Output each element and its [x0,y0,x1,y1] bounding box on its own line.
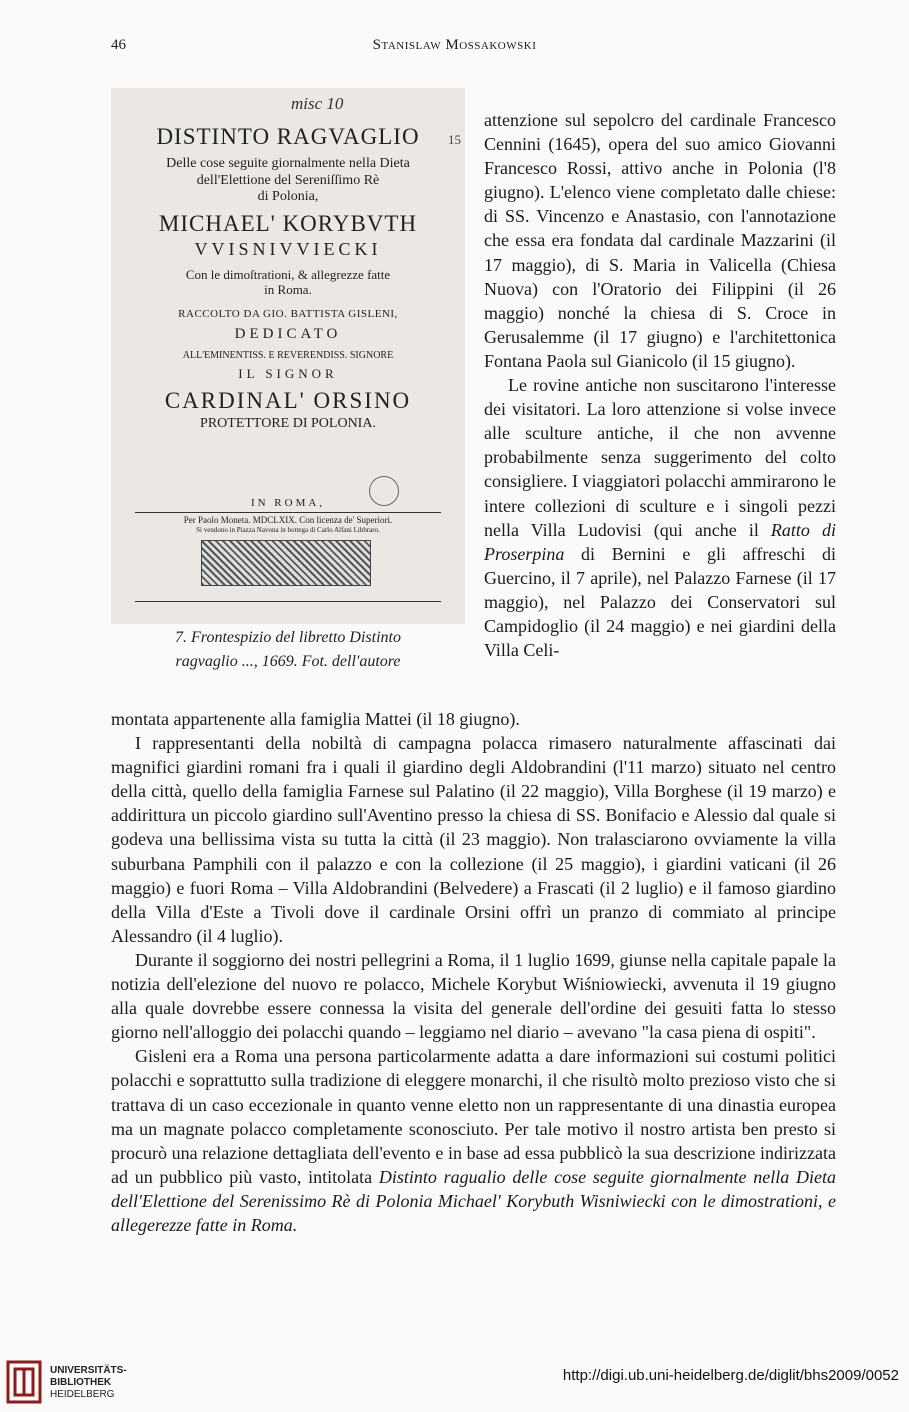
fp-king-name: MICHAEL' KORYBVTH [158,210,418,236]
divider [135,601,441,602]
fp-imprint: Per Paolo Moneta. MDCLXIX. Con licenza de' Superiori. [183,515,393,526]
library-stamp-icon [369,476,399,506]
paragraph: I rappresentanti della nobiltà di campagna polacca rimasero naturalmente affascinati dai magnifici giardini romani fra i quali il giardino degli Aldobrandini (l'11 marzo) situato nel centro della città, quello della famiglia Farnese sul Palatino (il 22 maggio), Villa Borghese (il 19 marzo) e addirittura un piccolo giardino sull'Aventino presso la chiesa di SS. Bonifacio e Alessio dal quale si godeva una bellissima vista su tutta la città (il 23 maggio). Non tralasciarono ovviamente la villa suburbana Pamphili con il palazzo e con la collezione (il 25 maggio), i giardini vaticani (il 26 maggio) e fuori Roma – Villa Aldobrandini (Belvedere) a Frascati (il 2 luglio) e il famoso giardino della Villa d'Este a Tivoli dove il cardinale Orsini offrì un pranzo di commiato al principe Alessandro (il 4 luglio). [111,733,836,946]
fp-title: DISTINTO RAGVAGLIO [156,124,420,149]
paragraph: Durante il soggiorno dei nostri pellegrini a Roma, il 1 luglio 1699, giunse nella capitale papale la notizia dell'elezione del nuovo re polacco, Michele Korybut Wiśniowiecki, avvenuta il 19 giugno alla quale dovrebbe essere connessa la visita del generale dell'ordine dei gesuiti fatta lo stesso giorno nell'alloggio dei polacchi quando – leggiamo nel diario – avevano "la casa piena di ospiti". [111,949,836,1043]
text-run: di Bernini e gli affreschi di Guercino, il 7 aprile), nel Palazzo Farnese (il 17 maggio), nel Palazzo dei Conservatori sul Campidoglio (il 24 maggio) e nei giardini della Villa Celi- [484,543,836,661]
book-title: Distinto ragualio delle cose seguite giornalmente nella Dieta dell'Elettione del Serenissimo Rè di Polonia Michael' Korybuth Wisniwiecki con le dimostrationi, e allegerezze fatte in Roma. [111,1166,836,1235]
library-name [50,1365,127,1401]
fp-line: RACCOLTO DA GIO. BATTISTA GISLENI, [178,307,398,320]
fp-line: VVISNIVVIECKI [194,239,382,260]
fp-line: DEDICATO [234,326,342,343]
fp-line: Con le dimoſtrationi, & allegrezze fatte [185,266,391,282]
fp-cardinal: CARDINAL' ORSINO [164,388,412,414]
library-name-line: BIBLIOTHEK [50,1377,112,1388]
fp-line: ALL'EMINENTISS. E REVERENDISS. SIGNORE [182,349,394,361]
running-head: Stanislaw Mossakowski [372,37,537,53]
paragraph [111,1044,836,1237]
source-url-link[interactable]: http://digi.ub.uni-heidelberg.de/diglit/bhs2009/0052 [562,1367,899,1384]
paragraph [484,373,836,662]
caption-line: 7. Frontespizio del libretto Distinto [175,629,401,646]
fp-line: in Roma. [264,281,312,297]
caption-line: ragvaglio ..., 1669. Fot. dell'autore [175,653,401,670]
divider [135,512,441,513]
figure-caption [111,626,465,674]
fp-line: PROTETTORE DI POLONIA. [200,416,376,432]
handwritten-note: misc 10 [291,94,344,113]
folio-number: 15 [448,132,461,147]
page-number: 46 [111,37,126,53]
main-text [111,707,836,1237]
fp-line: dell'Elettione del Sereniſſimo Rè [196,172,380,188]
text-run: Gisleni era a Roma una persona particolarmente adatta a dare informazioni sui costumi politici polacchi e soprattutto sulla tradizione di eleggere monarchi, il che risultò molto prezioso visto che si trattava di un caso eccezionale in quanto venne eletto non un rappresentante di una dinastia europea ma un magnate polacco completamente sconosciuto. Per tale motivo il nostro artista ben presto si procurò una relazione dettagliata dell'evento e in base ad essa pubblicò la sua descrizione indirizzata ad un pubblico più vasto, intitolata [111,1046,836,1187]
text-run: Le rovine antiche non suscitarono l'interesse dei visitatori. La loro attenzione si volse invece alle sculture antiche, il che non avvenne probabilmente senza suggerimento del colto consigliere. I viaggiatori polacchi ammirarono le intere collezioni di sculture e i singoli pezzi nella Villa Ludovisi (qui anche il [484,375,836,540]
paragraph-continuation: montata appartenente alla famiglia Mattei (il 18 giugno). [111,709,520,729]
printer-ornament-icon [201,540,371,586]
paragraph: attenzione sul sepolcro del cardinale Francesco Cennini (1645), opera del suo amico Giovanni Francesco Rossi, attivo anche in Polonia (l'8 giugno). L'elenco viene completato dalle chiese: di SS. Vincenzo e Anastasio, con l'annotazione che essa era fondata dal cardinale Mazzarini (il 17 maggio), di S. Maria in Valicella (Chiesa Nuova) con l'Oratorio dei Filippini (il 26 maggio) nonché la chiesa di S. Croce in Gerusalemme (il 17 giugno) e l'architettonica Fontana Paola sul Gianicolo (il 15 giugno). [484,110,836,371]
library-name-line: HEIDELBERG [50,1389,115,1400]
artwork-title: Ratto di Proserpina [484,519,836,564]
side-column-text [484,108,836,662]
fp-line: di Polonia, [257,188,319,204]
library-logo-icon [6,1360,42,1404]
fp-line: IN ROMA, [250,496,326,509]
fp-imprint: Si vendono in Piazza Navona in bottega di Carlo Alfani Libbraro. [196,525,380,534]
frontispiece-image [111,88,465,624]
fp-line: Delle cose seguite giornalmente nella Dieta [166,156,410,172]
library-name-line: UNIVERSITÄTS- [50,1365,127,1376]
fp-line: IL SIGNOR [238,366,338,382]
